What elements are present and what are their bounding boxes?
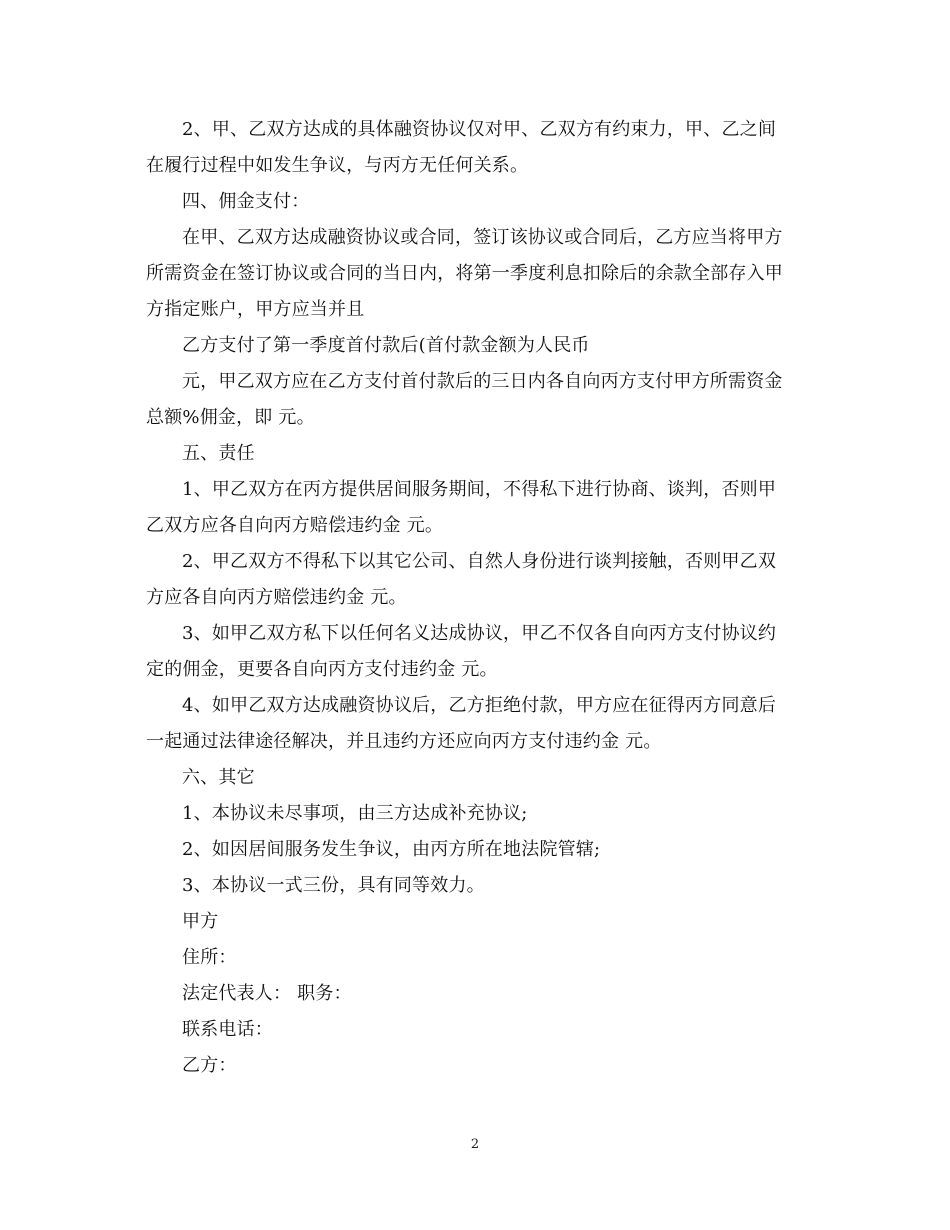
text-line: 在履行过程中如发生争议，与丙方无任何关系。	[146, 155, 529, 176]
liability-clause-4	[146, 688, 806, 760]
text-line: 乙方：	[182, 1055, 237, 1076]
text-line: 2、如因居间服务发生争议，由丙方所在地法院管辖;	[182, 839, 601, 860]
text-line: 五、责任	[182, 443, 255, 464]
text-line: 2、甲、乙双方达成的具体融资协议仅对甲、乙双方有约束力，甲、乙之间	[182, 119, 777, 140]
text-line: 六、其它	[182, 767, 255, 788]
section-heading-liability	[146, 436, 806, 472]
text-line: 1、甲乙双方在丙方提供居间服务期间，不得私下进行协商、谈判，否则甲	[182, 479, 777, 500]
text-line: 方指定账户，甲方应当并且	[146, 299, 365, 320]
address-label	[146, 940, 806, 976]
text-line: 总额%佣金，即 元。	[146, 407, 315, 428]
section-heading-other	[146, 760, 806, 796]
liability-clause-1	[146, 472, 806, 544]
legal-representative-label	[146, 976, 806, 1012]
text-line: 定的佣金，更要各自向丙方支付违约金 元。	[146, 659, 498, 680]
section-heading-commission	[146, 184, 806, 220]
text-line: 4、如甲乙双方达成融资协议后，乙方拒绝付款，甲方应在征得丙方同意后	[182, 695, 777, 716]
party-b-label	[146, 1048, 806, 1084]
text-line: 元，甲乙双方应在乙方支付首付款后的三日内各自向丙方支付甲方所需资金	[182, 371, 783, 392]
text-line: 住所：	[182, 947, 237, 968]
other-clause-1	[146, 796, 806, 832]
text-line: 3、如甲乙双方私下以任何名义达成协议，甲乙不仅各自向丙方支付协议约	[182, 623, 777, 644]
text-line: 联系电话：	[182, 1019, 273, 1040]
party-a-label	[146, 904, 806, 940]
text-line: 乙方支付了第一季度首付款后(首付款金额为人民币	[182, 335, 590, 356]
liability-clause-2	[146, 544, 806, 616]
text-line: 一起通过法律途径解决，并且违约方还应向丙方支付违约金 元。	[146, 731, 662, 752]
liability-clause-3	[146, 616, 806, 688]
text-line: 甲方	[182, 911, 219, 932]
text-line: 2、甲乙双方不得私下以其它公司、自然人身份进行谈判接触，否则甲乙双	[182, 551, 777, 572]
down-payment-clause	[146, 328, 806, 364]
other-clause-2	[146, 832, 806, 868]
page-number: 2	[470, 1137, 480, 1152]
text-line: 3、本协议一式三份，具有同等效力。	[182, 875, 485, 896]
document-body	[146, 112, 806, 1084]
other-clause-3	[146, 868, 806, 904]
text-line: 法定代表人： 职务：	[182, 983, 352, 1004]
text-line: 方应各自向丙方赔偿违约金 元。	[146, 587, 407, 608]
commission-amount-clause	[146, 364, 806, 436]
text-line: 乙双方应各自向丙方赔偿违约金 元。	[146, 515, 444, 536]
text-line: 在甲、乙双方达成融资协议或合同，签订该协议或合同后，乙方应当将甲方	[182, 227, 783, 248]
text-line: 1、本协议未尽事项，由三方达成补充协议;	[182, 803, 528, 824]
commission-clause	[146, 220, 806, 328]
phone-label	[146, 1012, 806, 1048]
text-line: 所需资金在签订协议或合同的当日内，将第一季度利息扣除后的余款全部存入甲	[146, 263, 783, 284]
text-line: 四、佣金支付：	[182, 191, 310, 212]
clause-3-2	[146, 112, 806, 184]
